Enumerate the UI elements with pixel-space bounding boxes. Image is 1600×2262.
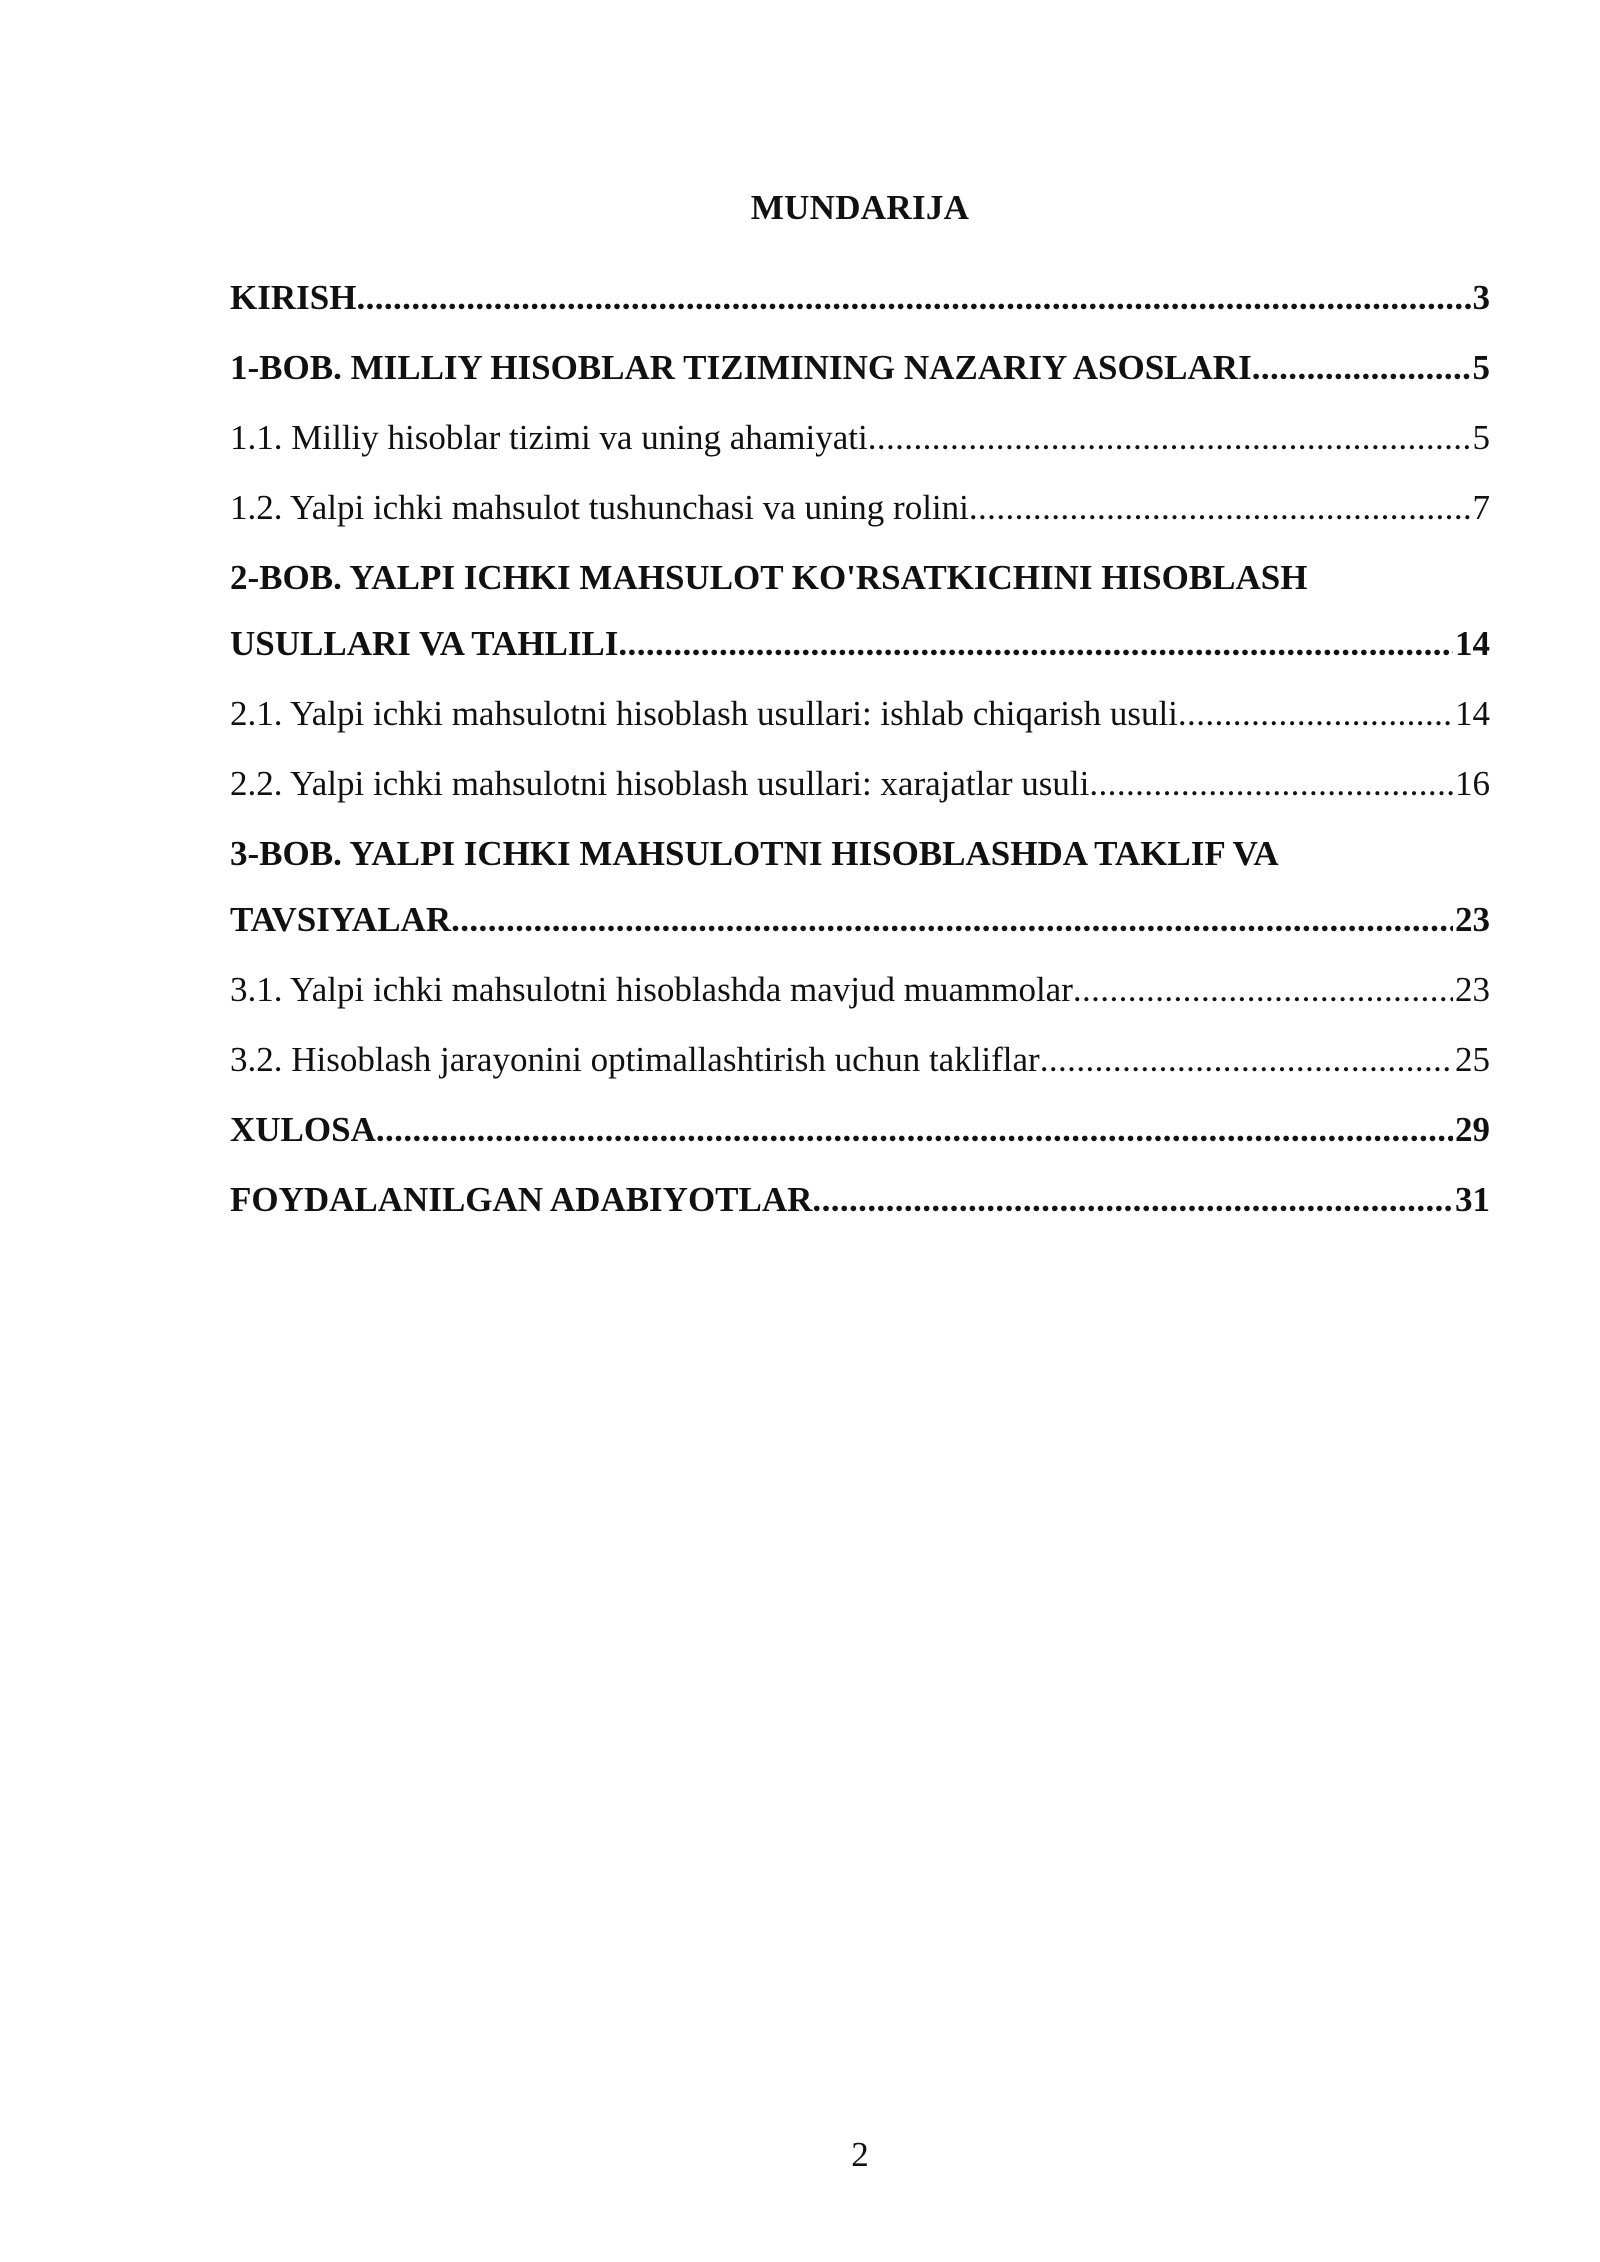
page-number: 2 bbox=[851, 2135, 869, 2174]
dot-leader bbox=[451, 900, 1453, 940]
dot-leader bbox=[969, 488, 1471, 528]
toc-entry-label: 2.1. Yalpi ichki mahsulotni hisoblash usullari: ishlab chiqarish usuli bbox=[230, 694, 1178, 733]
toc-entry-label: 2.2. Yalpi ichki mahsulotni hisoblash usullari: xarajatlar usuli bbox=[230, 764, 1090, 803]
toc-entry-page: 23 bbox=[1455, 900, 1490, 939]
dot-leader bbox=[868, 418, 1471, 458]
toc-entry-label: USULLARI VA TAHLILI bbox=[230, 624, 619, 663]
toc-entry-page: 5 bbox=[1472, 348, 1490, 387]
toc-entry-label: FOYDALANILGAN ADABIYOTLAR bbox=[230, 1180, 813, 1219]
dot-leader bbox=[356, 278, 1470, 318]
toc-entry-section-2-1[interactable] bbox=[230, 694, 1490, 748]
dot-leader bbox=[618, 624, 1453, 664]
toc-entry-section-1-2[interactable] bbox=[230, 488, 1490, 542]
toc-entry-kirish[interactable] bbox=[230, 278, 1490, 332]
toc-entry-label: 1.1. Milliy hisoblar tizimi va uning ahamiyati bbox=[230, 418, 868, 457]
toc-entry-page: 23 bbox=[1455, 970, 1490, 1009]
toc-entry-page: 16 bbox=[1455, 764, 1490, 803]
toc-entry-page: 5 bbox=[1472, 418, 1490, 457]
toc-entry-chapter-1[interactable] bbox=[230, 348, 1490, 402]
dot-leader bbox=[376, 1110, 1453, 1150]
toc-title: MUNDARIJA bbox=[750, 188, 970, 227]
toc-entry-section-3-1[interactable] bbox=[230, 970, 1490, 1024]
toc-entry-page: 7 bbox=[1472, 488, 1490, 527]
toc-entry-page: 29 bbox=[1455, 1110, 1490, 1149]
toc-entry-label: XULOSA bbox=[230, 1110, 376, 1149]
toc-entry-chapter-2-line1[interactable]: 2-BOB. YALPI ICHKI MAHSULOT KO'RSATKICHINI HISOBLASH bbox=[230, 558, 1308, 597]
toc-entry-label: 1.2. Yalpi ichki mahsulot tushunchasi va uning rolini bbox=[230, 488, 969, 527]
toc-entry-chapter-3[interactable] bbox=[230, 900, 1490, 954]
toc-entry-chapter-3-line1[interactable]: 3-BOB. YALPI ICHKI MAHSULOTNI HISOBLASHDA TAKLIF VA bbox=[230, 834, 1279, 873]
toc-entry-chapter-2[interactable] bbox=[230, 624, 1490, 678]
dot-leader bbox=[1040, 1040, 1453, 1080]
dot-leader bbox=[1073, 970, 1453, 1010]
toc-entry-page: 14 bbox=[1455, 624, 1490, 663]
toc-entry-label: 1-BOB. MILLIY HISOBLAR TIZIMINING NAZARIY ASOSLARI bbox=[230, 348, 1252, 387]
toc-entry-xulosa[interactable] bbox=[230, 1110, 1490, 1164]
toc-entry-label: 3.1. Yalpi ichki mahsulotni hisoblashda mavjud muammolar bbox=[230, 970, 1073, 1009]
toc-entry-page: 14 bbox=[1455, 694, 1490, 733]
toc-entry-section-1-1[interactable] bbox=[230, 418, 1490, 472]
toc-entry-section-2-2[interactable] bbox=[230, 764, 1490, 818]
toc-entry-section-3-2[interactable] bbox=[230, 1040, 1490, 1094]
toc-entry-page: 31 bbox=[1455, 1180, 1490, 1219]
dot-leader bbox=[1252, 348, 1471, 388]
toc-entry-page: 25 bbox=[1455, 1040, 1490, 1079]
dot-leader bbox=[812, 1180, 1453, 1220]
toc-entry-label: KIRISH bbox=[230, 278, 357, 317]
toc-entry-references[interactable] bbox=[230, 1180, 1490, 1234]
dot-leader bbox=[1089, 764, 1453, 804]
dot-leader bbox=[1178, 694, 1453, 734]
toc-entry-page: 3 bbox=[1472, 278, 1490, 317]
toc-entry-label: 3.2. Hisoblash jarayonini optimallashtirish uchun takliflar bbox=[230, 1040, 1040, 1079]
toc-entry-label: TAVSIYALAR bbox=[230, 900, 452, 939]
